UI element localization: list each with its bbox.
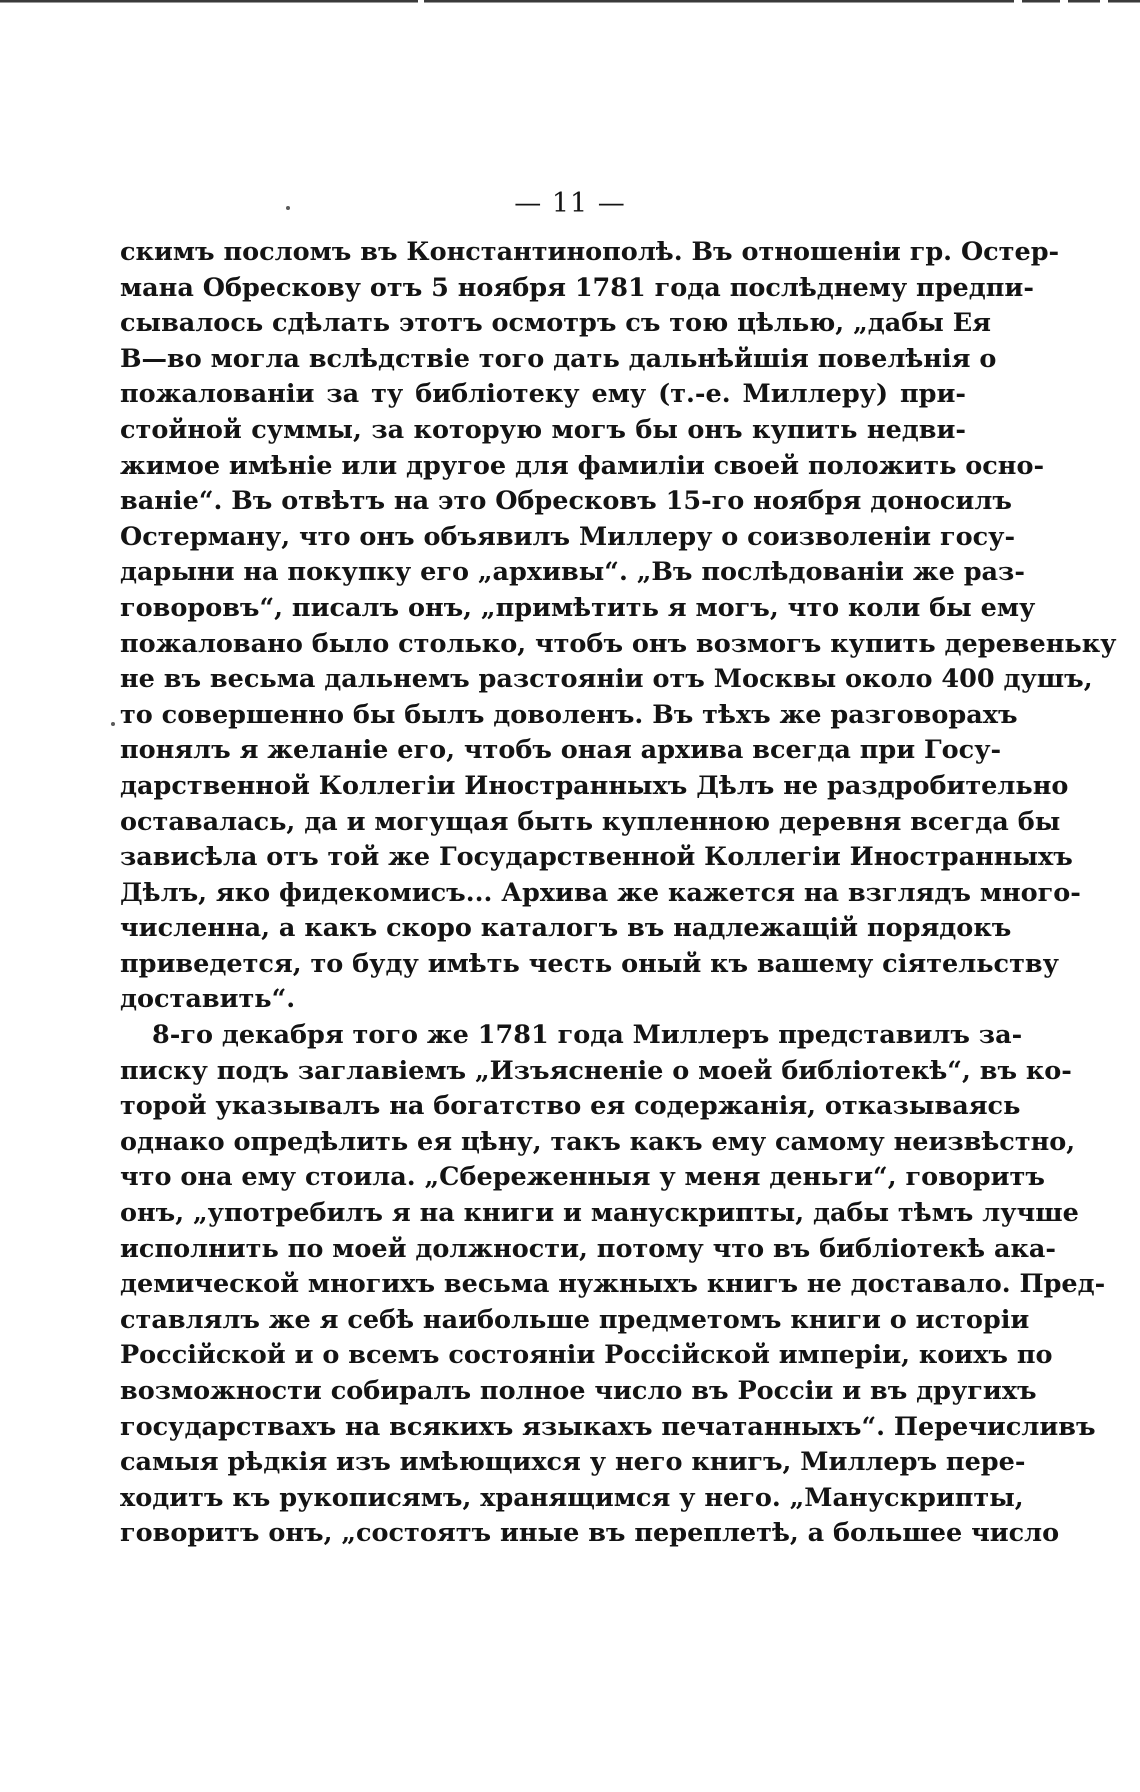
text-line: что она ему стоила. „Сбереженныя у меня деньги“, говоритъ bbox=[120, 1162, 1045, 1193]
text-line: онъ, „употребилъ я на книги и манускрипты, дабы тѣмъ лучше bbox=[120, 1198, 1079, 1229]
text-line: демической многихъ весьма нужныхъ книгъ не доставало. Пред- bbox=[120, 1269, 1106, 1300]
text-line: дарыни на покупку его „архивы“. „Въ послѣдованiи же раз- bbox=[120, 557, 1025, 588]
text-line: приведется, то буду имѣть честь оный къ вашему сiятельству bbox=[120, 948, 1059, 979]
text-line: самыя рѣдкiя изъ имѣющихся у него книгъ, Миллеръ пере- bbox=[120, 1447, 1026, 1478]
text-line: однако опредѣлить ея цѣну, такъ какъ ему самому неизвѣстно, bbox=[120, 1126, 1076, 1157]
text-line: не въ весьма дальнемъ разстоянiи отъ Москвы около 400 душъ, bbox=[120, 664, 1093, 695]
text-line: то совершенно бы былъ доволенъ. Въ тѣхъ же разговорахъ bbox=[120, 699, 1018, 730]
text-line: дарственной Коллегiи Иностранныхъ Дѣлъ не раздробительно bbox=[120, 770, 1069, 801]
text-line: Россiйской и о всемъ состоянiи Россiйской имперiи, коихъ по bbox=[120, 1340, 1053, 1371]
top-edge-rule-gap bbox=[1100, 0, 1108, 6]
text-line: доставить“. bbox=[120, 984, 296, 1015]
text-line: Остерману, что онъ объявилъ Миллеру о соизволенiи госу- bbox=[120, 521, 1016, 552]
page-text bbox=[120, 235, 1117, 1552]
text-line: ходитъ къ рукописямъ, хранящимся у него. „Манускрипты, bbox=[120, 1482, 1024, 1513]
top-edge-rule-gap bbox=[1014, 0, 1022, 6]
text-line: возможности собиралъ полное число въ Россiи и въ другихъ bbox=[120, 1376, 1037, 1406]
text-line: жимое имѣнiе или другое для фамилiи своей положить осно- bbox=[120, 450, 1045, 481]
text-line: понялъ я желанiе его, чтобъ оная архива всегда при Госу- bbox=[120, 735, 1002, 766]
text-line: говоровъ“, писалъ онъ, „примѣтить я могъ, что коли бы ему bbox=[120, 592, 1036, 623]
text-line: скимъ посломъ въ Константинополѣ. Въ отношенiи гр. Остер- bbox=[120, 237, 1060, 267]
text-line: говоритъ онъ, „состоятъ иные въ переплетѣ, а большее число bbox=[120, 1518, 1060, 1549]
text-line: стойной суммы, за которую могъ бы онъ купить недви- bbox=[120, 414, 966, 445]
text-line: ставлялъ же я себѣ наибольше предметомъ книги о исторiи bbox=[120, 1304, 1030, 1335]
text-line: пожаловано было столько, чтобъ онъ возмогъ купить деревеньку bbox=[120, 628, 1117, 659]
text-line: государствахъ на всякихъ языкахъ печатанныхъ“. Перечисливъ bbox=[120, 1411, 1096, 1442]
text-line: мана Обрескову отъ 5 ноября 1781 года послѣднему предпи- bbox=[120, 272, 1034, 303]
page-number: — 11 — bbox=[514, 188, 626, 219]
text-line: численна, а какъ скоро каталогъ въ надлежащiй порядокъ bbox=[120, 913, 1012, 944]
top-edge-rule bbox=[0, 0, 1140, 6]
print-speck bbox=[111, 722, 115, 726]
text-line: оставалась, да и могущая быть купленною деревня всегда бы bbox=[120, 806, 1061, 837]
top-edge-rule-gap bbox=[1060, 0, 1068, 6]
text-line: зависѣла отъ той же Государственной Коллегiи Иностранныхъ bbox=[120, 842, 1073, 873]
text-line: ванiе“. Въ отвѣтъ на это Обресковъ 15-го ноября доносилъ bbox=[120, 486, 1012, 517]
text-line: исполнить по моей должности, потому что въ библiотекѣ ака- bbox=[120, 1233, 1057, 1264]
text-line: писку подъ заглавiемъ „Изъясненiе о моей библiотекѣ“, въ ко- bbox=[120, 1055, 1072, 1086]
text-line: Дѣлъ, яко фидекомисъ... Архива же кажется на взглядъ много- bbox=[120, 877, 1081, 908]
paragraph-2 bbox=[120, 1018, 1106, 1552]
text-line: 8-го декабря того же 1781 года Миллеръ представилъ за- bbox=[152, 1020, 1023, 1051]
text-line: пожалованiи за ту библiотеку ему (т.-е. Миллеру) при- bbox=[120, 379, 966, 410]
top-edge-rule-gap bbox=[418, 0, 424, 6]
paragraph-1 bbox=[120, 235, 1117, 1018]
text-line: торой указывалъ на богатство ея содержанiя, отказываясь bbox=[120, 1091, 1021, 1122]
text-line: сывалось сдѣлать этотъ осмотръ съ тою цѣлью, „дабы Ея bbox=[120, 308, 991, 339]
text-line: В—во могла вслѣдствiе того дать дальнѣйшiя повелѣнiя о bbox=[120, 343, 997, 374]
